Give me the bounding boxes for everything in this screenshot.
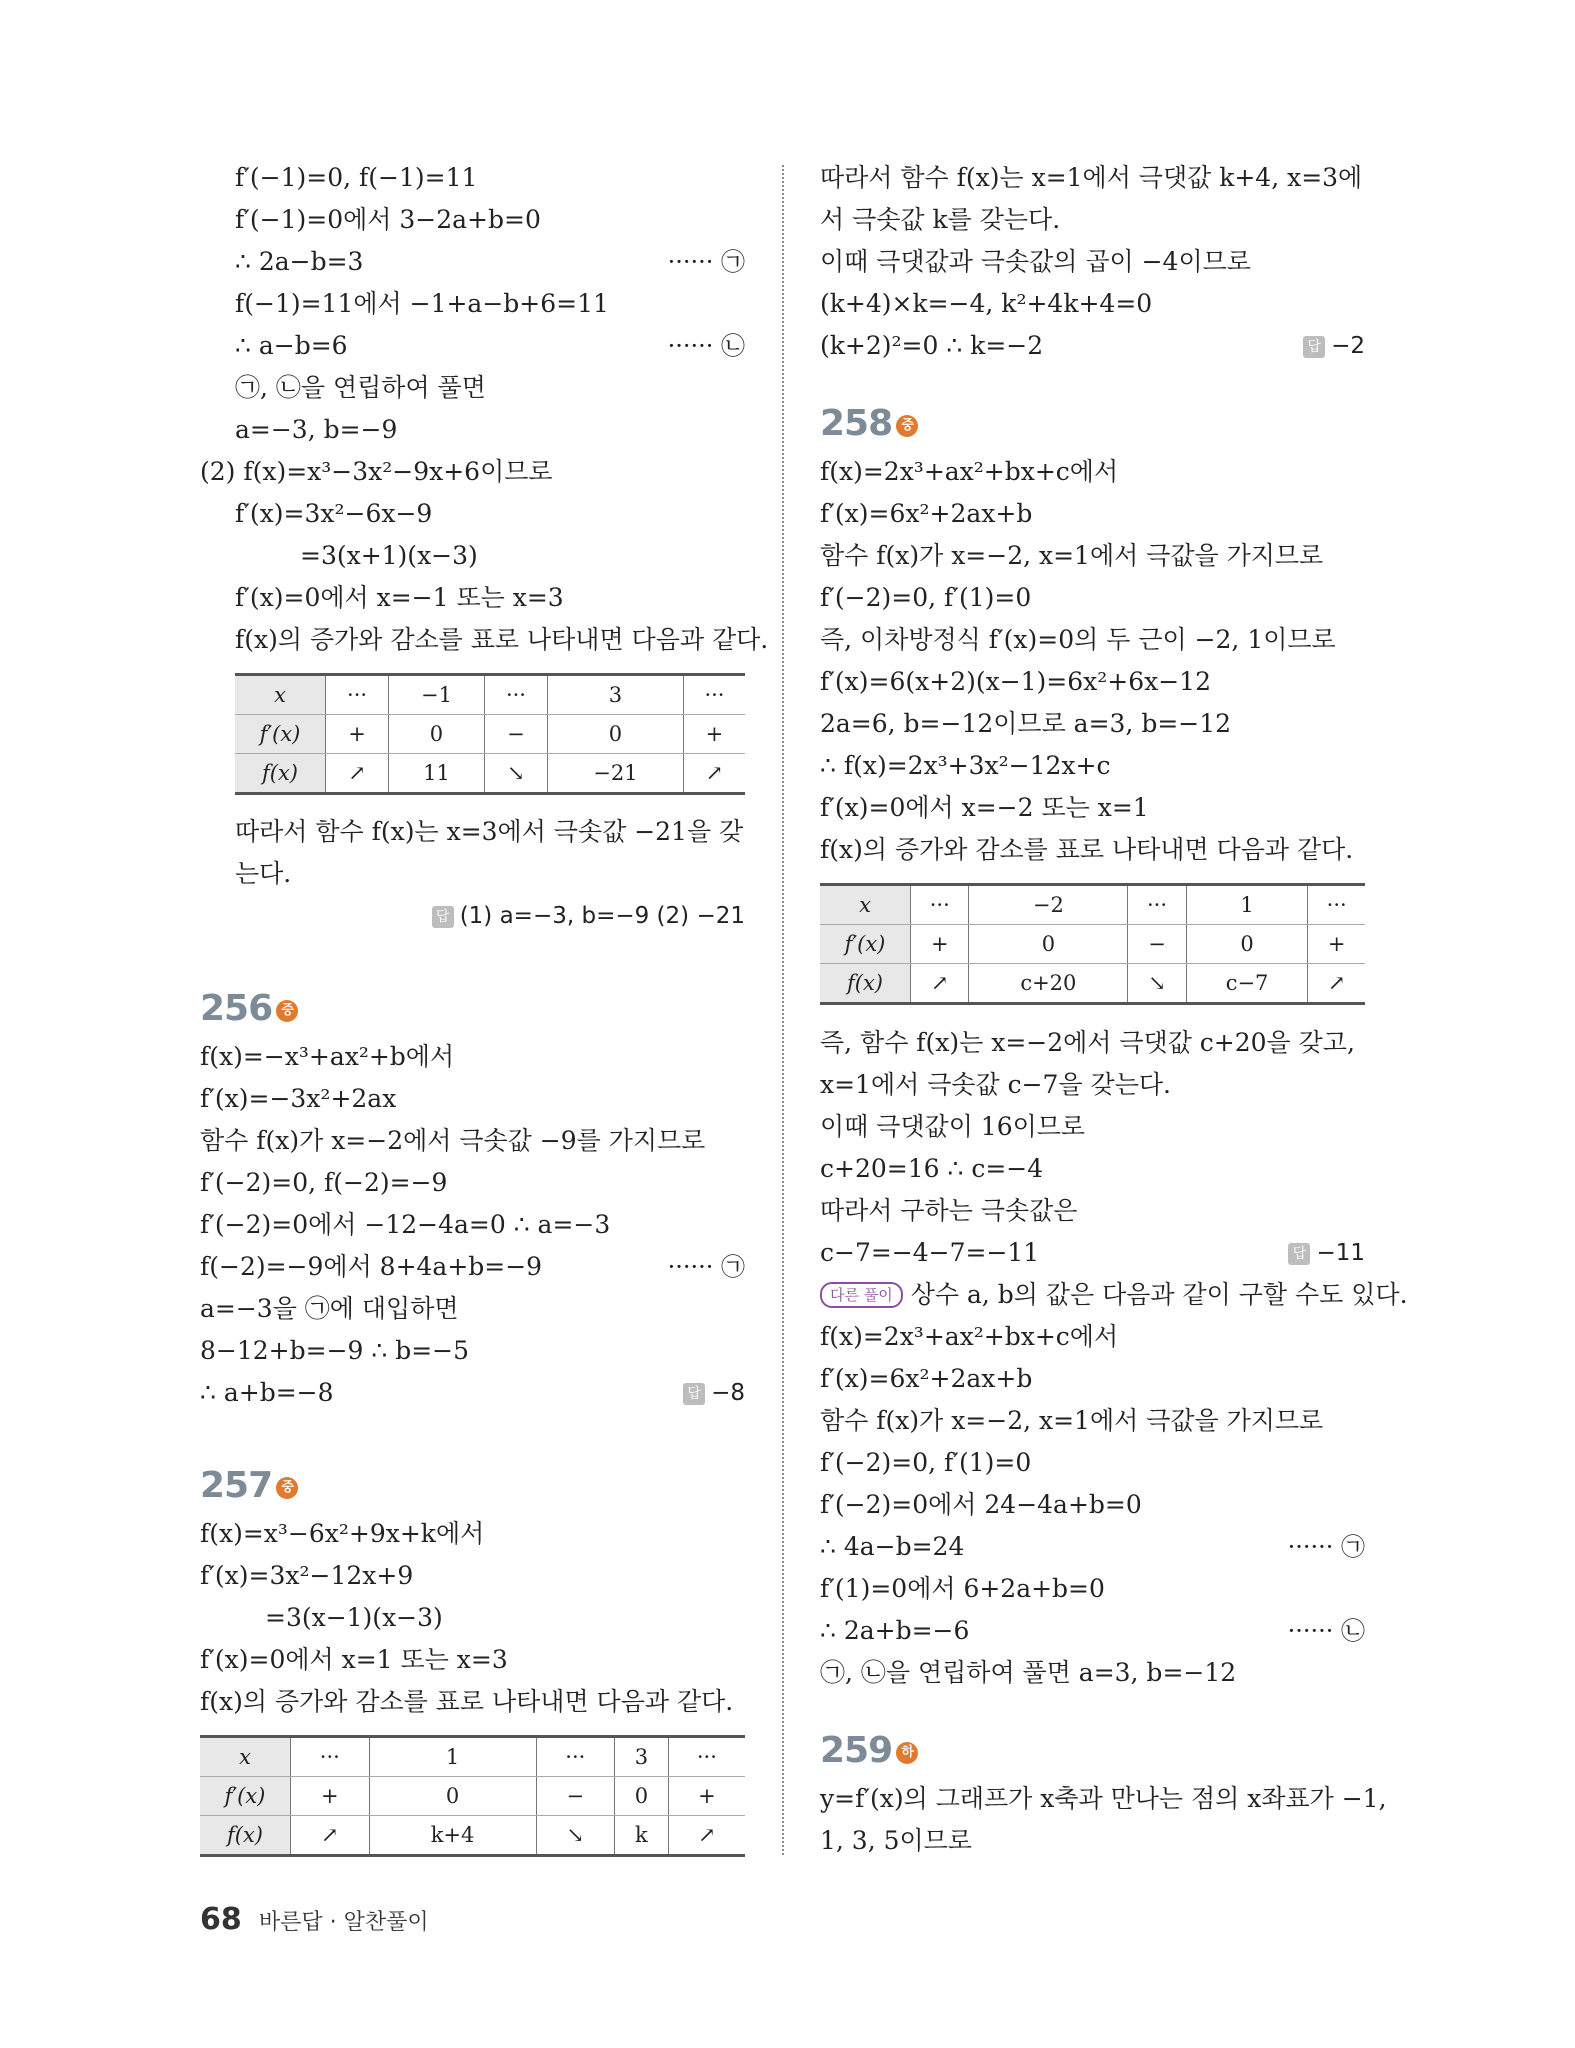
- math-line: f(x)=−x³+ax²+b에서: [200, 1042, 455, 1071]
- table-row: f(x) ↗ k+4 ↘ k ↗: [200, 1816, 745, 1856]
- table-row: f′(x) + 0 − 0 +: [235, 715, 745, 754]
- variation-table-255: [235, 673, 745, 795]
- math-line: f′(x)=−3x²+2ax: [200, 1084, 397, 1113]
- math-line: c+20=16 ∴ c=−4: [820, 1154, 1044, 1183]
- math-line: f(x)의 증가와 감소를 표로 나타내면 다음과 같다.: [235, 625, 769, 654]
- math-line: x=1에서 극솟값 c−7을 갖는다.: [820, 1070, 1171, 1099]
- math-line: f′(x)=0에서 x=1 또는 x=3: [200, 1645, 508, 1674]
- math-line: 함수 f(x)가 x=−2, x=1에서 극값을 가지므로: [820, 1406, 1324, 1435]
- math-line: f′(−1)=0, f(−1)=11: [235, 163, 478, 192]
- math-line: f(x)=2x³+ax²+bx+c에서: [820, 1322, 1119, 1351]
- math-line: ∴ 2a+b=−6 ······ ㉡: [820, 1611, 1365, 1651]
- math-line: y=f′(x)의 그래프가 x축과 만나는 점의 x좌표가 −1,: [820, 1784, 1387, 1813]
- page-number: 68: [200, 1902, 242, 1937]
- problem-number-256: 256 중: [200, 985, 298, 1033]
- math-line: ∴ 4a−b=24 ······ ㉠: [820, 1527, 1365, 1567]
- problem-number-259: 259 하: [820, 1727, 918, 1775]
- equation-tag-b: ······ ㉡: [1287, 1617, 1365, 1645]
- math-line: f′(x)=3x²−12x+9: [200, 1561, 414, 1590]
- book-title: 바른답 · 알찬풀이: [258, 1910, 429, 1935]
- answer-line: [235, 896, 745, 936]
- equation-tag-a: ······ ㉠: [667, 1253, 745, 1281]
- alt-solution-intro: 다른 풀이 상수 a, b의 값은 다음과 같이 구할 수도 있다.: [820, 1275, 1408, 1315]
- math-line: 8−12+b=−9 ∴ b=−5: [200, 1336, 470, 1365]
- math-line: 따라서 구하는 극솟값은: [820, 1196, 1078, 1225]
- math-line: 1, 3, 5이므로: [820, 1826, 972, 1855]
- math-line: 따라서 함수 f(x)는 x=1에서 극댓값 k+4, x=3에: [820, 163, 1363, 192]
- math-line: f(x)의 증가와 감소를 표로 나타내면 다음과 같다.: [820, 835, 1354, 864]
- math-line: 이때 극댓값과 극솟값의 곱이 −4이므로: [820, 247, 1251, 276]
- math-line: 따라서 함수 f(x)는 x=3에서 극솟값 −21을 갖: [235, 817, 744, 846]
- math-line: f′(−2)=0, f′(1)=0: [820, 583, 1032, 612]
- equation-tag-a: ······ ㉠: [1287, 1533, 1365, 1561]
- answer: 답 −2: [1303, 326, 1365, 366]
- math-line: 함수 f(x)가 x=−2, x=1에서 극값을 가지므로: [820, 541, 1324, 570]
- math-line: 함수 f(x)가 x=−2에서 극솟값 −9를 가지므로: [200, 1126, 706, 1155]
- answer-badge: 답: [432, 906, 454, 928]
- math-line: f′(−2)=0, f′(1)=0: [820, 1448, 1032, 1477]
- level-badge: 하: [896, 1742, 918, 1764]
- table-row: x ··· −1 ··· 3 ···: [235, 675, 745, 715]
- table-row: f(x) ↗ c+20 ↘ c−7 ↗: [820, 964, 1365, 1004]
- math-line: f(x)=x³−6x²+9x+k에서: [200, 1519, 485, 1548]
- level-badge: 중: [276, 1000, 298, 1022]
- math-line: f(−2)=−9에서 8+4a+b=−9 ······ ㉠: [200, 1247, 745, 1287]
- table-row: f′(x) + 0 − 0 +: [820, 925, 1365, 964]
- math-line: a=−3을 ㉠에 대입하면: [200, 1294, 459, 1323]
- math-line: f′(x)=3x²−6x−9: [235, 499, 433, 528]
- math-line: =3(x−1)(x−3): [265, 1603, 443, 1632]
- table-row: f(x) ↗ 11 ↘ −21 ↗: [235, 754, 745, 794]
- problem-number-258: 258 중: [820, 400, 918, 448]
- column-divider: [782, 165, 784, 1855]
- math-line: f(−1)=11에서 −1+a−b+6=11: [235, 289, 609, 318]
- answer-badge: 답: [683, 1383, 705, 1405]
- math-line: ㉠, ㉡을 연립하여 풀면 a=3, b=−12: [820, 1658, 1237, 1687]
- math-line: f′(x)=0에서 x=−1 또는 x=3: [235, 583, 564, 612]
- variation-table-257: [200, 1735, 745, 1857]
- math-line: (k+4)×k=−4, k²+4k+4=0: [820, 289, 1153, 318]
- math-line: ㉠, ㉡을 연립하여 풀면: [235, 373, 486, 402]
- math-line: 이때 극댓값이 16이므로: [820, 1112, 1086, 1141]
- problem-number-257: 257 중: [200, 1462, 298, 1510]
- math-line: 즉, 함수 f(x)는 x=−2에서 극댓값 c+20을 갖고,: [820, 1028, 1355, 1057]
- equation-tag-b: ······ ㉡: [667, 332, 745, 360]
- math-line: f′(x)=6x²+2ax+b: [820, 1364, 1033, 1393]
- answer-badge: 답: [1303, 336, 1325, 358]
- table-row: x ··· 1 ··· 3 ···: [200, 1737, 745, 1777]
- level-badge: 중: [896, 415, 918, 437]
- alt-solution-badge: 다른 풀이: [820, 1282, 903, 1308]
- answer: 답 (1) a=−3, b=−9 (2) −21: [432, 896, 745, 936]
- math-line: 즉, 이차방정식 f′(x)=0의 두 근이 −2, 1이므로: [820, 625, 1336, 654]
- math-line: ∴ a−b=6 ······ ㉡: [235, 326, 745, 366]
- variation-table-258: [820, 883, 1365, 1005]
- math-line: ∴ f(x)=2x³+3x²−12x+c: [820, 751, 1111, 780]
- math-line: f′(x)=6(x+2)(x−1)=6x²+6x−12: [820, 667, 1211, 696]
- math-line: (2) f(x)=x³−3x²−9x+6이므로: [200, 457, 553, 486]
- math-line: f′(−2)=0, f(−2)=−9: [200, 1168, 448, 1197]
- page-footer: [200, 1900, 429, 1940]
- answer-badge: 답: [1288, 1243, 1310, 1265]
- math-line: f′(x)=0에서 x=−2 또는 x=1: [820, 793, 1149, 822]
- math-line: c−7=−4−7=−11 답 −11: [820, 1233, 1365, 1273]
- level-badge: 중: [276, 1477, 298, 1499]
- math-line: =3(x+1)(x−3): [300, 541, 478, 570]
- math-line: f′(x)=6x²+2ax+b: [820, 499, 1033, 528]
- math-line: (k+2)²=0 ∴ k=−2 답 −2: [820, 326, 1365, 366]
- math-line: ∴ 2a−b=3 ······ ㉠: [235, 242, 745, 282]
- math-line: f′(−2)=0에서 24−4a+b=0: [820, 1490, 1142, 1519]
- math-line: a=−3, b=−9: [235, 415, 398, 444]
- math-line: f(x)의 증가와 감소를 표로 나타내면 다음과 같다.: [200, 1687, 734, 1716]
- math-line: f′(−1)=0에서 3−2a+b=0: [235, 205, 541, 234]
- math-line: ∴ a+b=−8 답 −8: [200, 1373, 745, 1413]
- math-line: f(x)=2x³+ax²+bx+c에서: [820, 457, 1119, 486]
- math-line: 는다.: [235, 859, 292, 888]
- answer: 답 −8: [683, 1373, 745, 1413]
- math-line: 서 극솟값 k를 갖는다.: [820, 205, 1061, 234]
- math-line: 2a=6, b=−12이므로 a=3, b=−12: [820, 709, 1232, 738]
- math-line: f′(1)=0에서 6+2a+b=0: [820, 1574, 1105, 1603]
- table-row: x ··· −2 ··· 1 ···: [820, 885, 1365, 925]
- math-line: f′(−2)=0에서 −12−4a=0 ∴ a=−3: [200, 1210, 611, 1239]
- table-row: f′(x) + 0 − 0 +: [200, 1777, 745, 1816]
- answer: 답 −11: [1288, 1233, 1365, 1273]
- equation-tag-a: ······ ㉠: [667, 248, 745, 276]
